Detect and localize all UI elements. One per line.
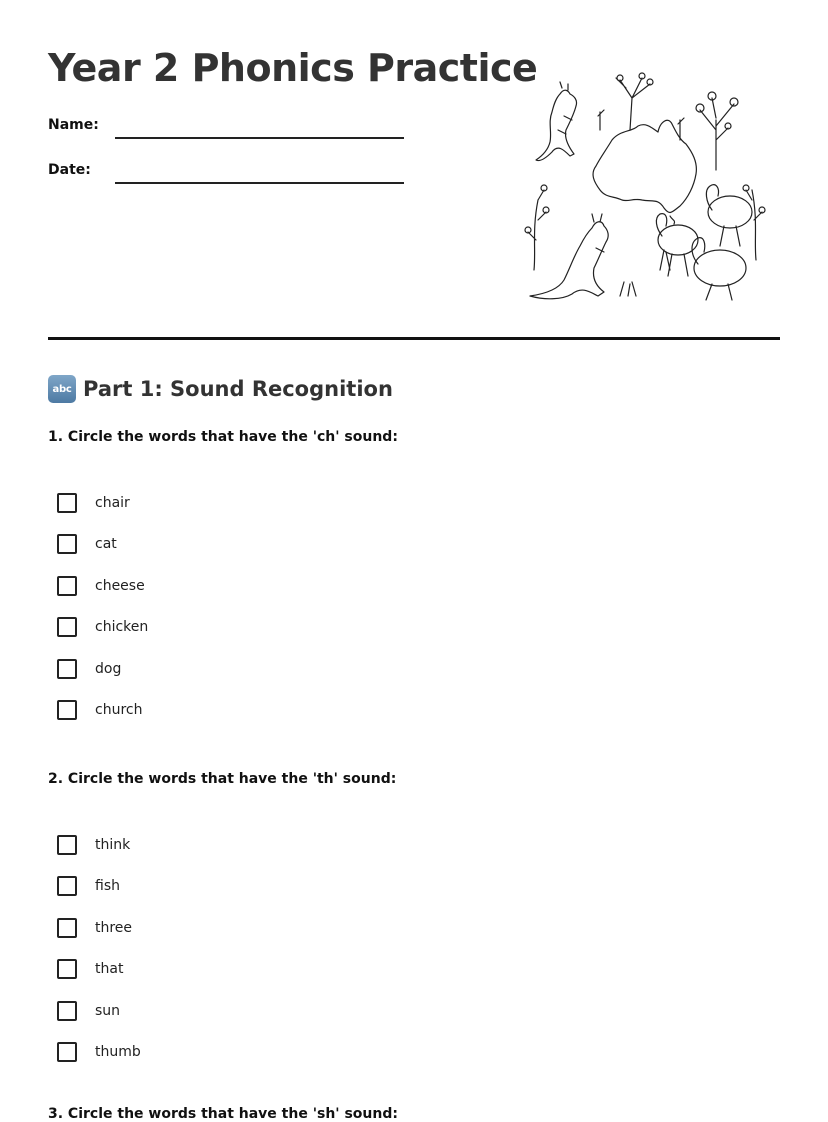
option-label: that bbox=[95, 961, 124, 978]
checkbox[interactable] bbox=[57, 876, 77, 896]
name-field[interactable] bbox=[48, 117, 408, 141]
option-dog[interactable] bbox=[57, 648, 357, 690]
option-label: three bbox=[95, 919, 133, 936]
checkbox[interactable] bbox=[57, 659, 77, 679]
option-cheese[interactable] bbox=[57, 565, 357, 607]
option-chicken[interactable] bbox=[57, 607, 357, 649]
checkbox[interactable] bbox=[57, 959, 77, 979]
option-label: cheese bbox=[95, 577, 145, 594]
name-input-line[interactable] bbox=[115, 137, 404, 139]
checkbox[interactable] bbox=[57, 534, 77, 554]
option-label: dog bbox=[95, 660, 122, 677]
option-label: thumb bbox=[95, 1044, 141, 1061]
option-label: fish bbox=[95, 878, 120, 895]
section-divider bbox=[48, 337, 780, 340]
option-label: church bbox=[95, 702, 143, 719]
option-label: cat bbox=[95, 536, 117, 553]
checkbox[interactable] bbox=[57, 1042, 77, 1062]
option-that[interactable] bbox=[57, 949, 357, 991]
option-fish[interactable] bbox=[57, 866, 357, 908]
checkbox[interactable] bbox=[57, 617, 77, 637]
question-2-prompt: 2. Circle the words that have the 'th' sound: bbox=[48, 771, 397, 787]
date-field[interactable] bbox=[48, 162, 408, 186]
checkbox[interactable] bbox=[57, 493, 77, 513]
page-title: Year 2 Phonics Practice bbox=[48, 46, 538, 90]
option-label: think bbox=[95, 836, 131, 853]
checkbox[interactable] bbox=[57, 700, 77, 720]
option-label: sun bbox=[95, 1002, 121, 1019]
option-cat[interactable] bbox=[57, 524, 357, 566]
option-label: chicken bbox=[95, 619, 149, 636]
question-1-prompt: 1. Circle the words that have the 'ch' sound: bbox=[48, 429, 398, 445]
date-label: Date: bbox=[48, 162, 91, 178]
abc-icon: abc bbox=[48, 375, 76, 403]
option-three[interactable] bbox=[57, 907, 357, 949]
date-input-line[interactable] bbox=[115, 182, 404, 184]
name-label: Name: bbox=[48, 117, 99, 133]
question-3-prompt: 3. Circle the words that have the 'sh' sound: bbox=[48, 1106, 398, 1122]
question-2-options bbox=[57, 824, 357, 1073]
option-think[interactable] bbox=[57, 824, 357, 866]
part1-heading bbox=[48, 374, 393, 404]
checkbox[interactable] bbox=[57, 1001, 77, 1021]
question-1-options bbox=[57, 482, 357, 731]
option-thumb[interactable] bbox=[57, 1032, 357, 1074]
checkbox[interactable] bbox=[57, 918, 77, 938]
checkbox[interactable] bbox=[57, 576, 77, 596]
option-sun[interactable] bbox=[57, 990, 357, 1032]
option-label: chair bbox=[95, 494, 130, 511]
option-church[interactable] bbox=[57, 690, 357, 732]
option-chair[interactable] bbox=[57, 482, 357, 524]
australia-wildlife-illustration bbox=[520, 70, 768, 302]
part1-title: Part 1: Sound Recognition bbox=[83, 377, 393, 401]
checkbox[interactable] bbox=[57, 835, 77, 855]
